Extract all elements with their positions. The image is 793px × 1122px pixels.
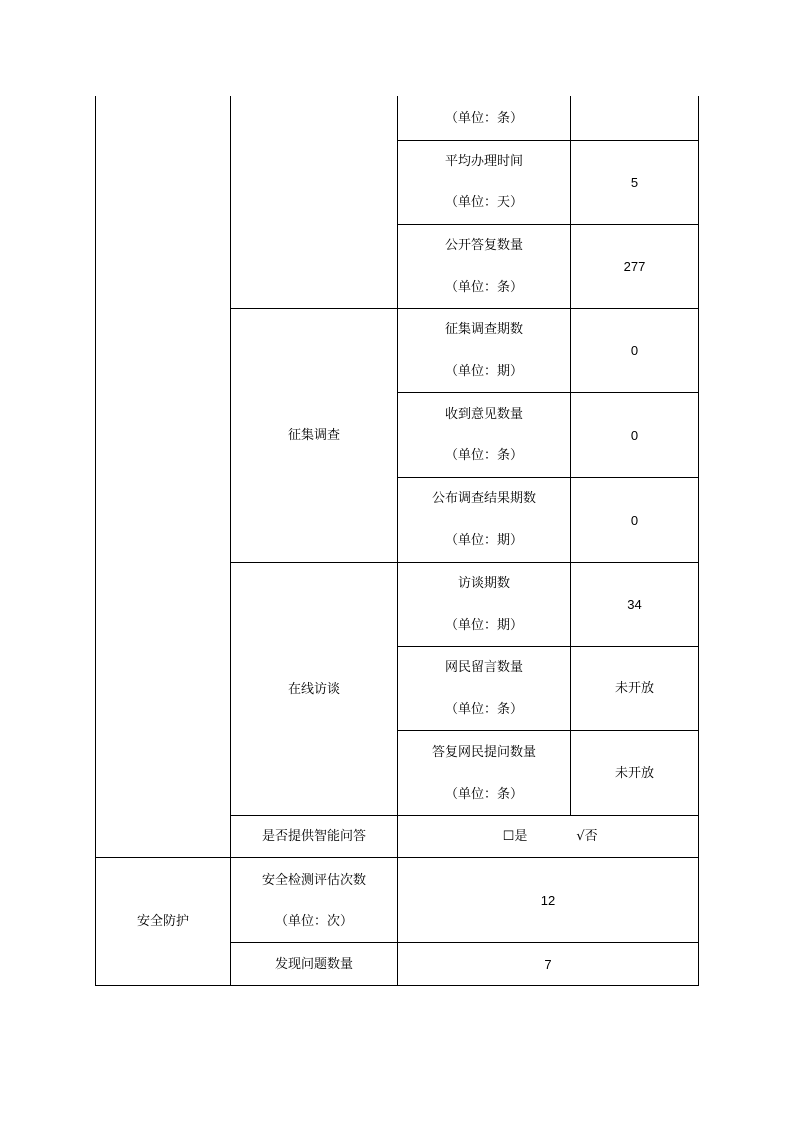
value-cell: 0	[630, 343, 639, 358]
value-cell: 5	[630, 175, 639, 190]
unit-label: （单位：期）	[444, 363, 523, 379]
unit-label: （单位：条）	[444, 279, 523, 295]
value-cell: 277	[623, 259, 646, 274]
issues-value: 7	[544, 956, 552, 972]
smart-qa-no-option: √否	[576, 829, 598, 844]
security-section-label: 安全防护	[136, 914, 189, 929]
item-label: 征集调查期数	[444, 321, 523, 337]
issues-label: 发现问题数量	[274, 956, 353, 972]
unit-label: （单位：条）	[444, 701, 523, 717]
item-label: 公布调查结果期数	[431, 490, 536, 506]
unit-label: （单位：期）	[444, 617, 523, 633]
item-label: 平均办理时间	[444, 153, 523, 169]
rule	[698, 96, 699, 986]
value-cell: 0	[630, 427, 639, 443]
item-label: 公开答复数量	[444, 237, 523, 253]
value-cell: 未开放	[614, 765, 654, 781]
smart-qa-yes-option: ☐是	[502, 829, 528, 844]
item-label: 收到意见数量	[444, 406, 523, 422]
item-label: 网民留言数量	[444, 659, 523, 675]
value-cell: 未开放	[614, 681, 654, 696]
smart-qa-label: 是否提供智能问答	[261, 829, 366, 844]
unit-label: （单位：条）	[444, 110, 523, 126]
unit-label: （单位：天）	[444, 194, 523, 210]
rule	[95, 96, 96, 986]
item-label: 访谈期数	[457, 575, 510, 591]
value-cell: 0	[630, 512, 639, 528]
unit-label: （单位：条）	[444, 447, 523, 463]
group-label-interview: 在线访谈	[287, 681, 340, 697]
unit-label: （单位：期）	[444, 532, 523, 548]
assessments-label: 安全检测评估次数	[261, 872, 366, 888]
group-label-survey: 征集调查	[287, 428, 340, 443]
value-cell: 34	[627, 597, 642, 612]
assessments-unit: （单位：次）	[274, 913, 353, 929]
assessments-value: 12	[540, 892, 556, 908]
item-label: 答复网民提问数量	[431, 744, 536, 760]
unit-label: （单位：条）	[444, 786, 523, 802]
